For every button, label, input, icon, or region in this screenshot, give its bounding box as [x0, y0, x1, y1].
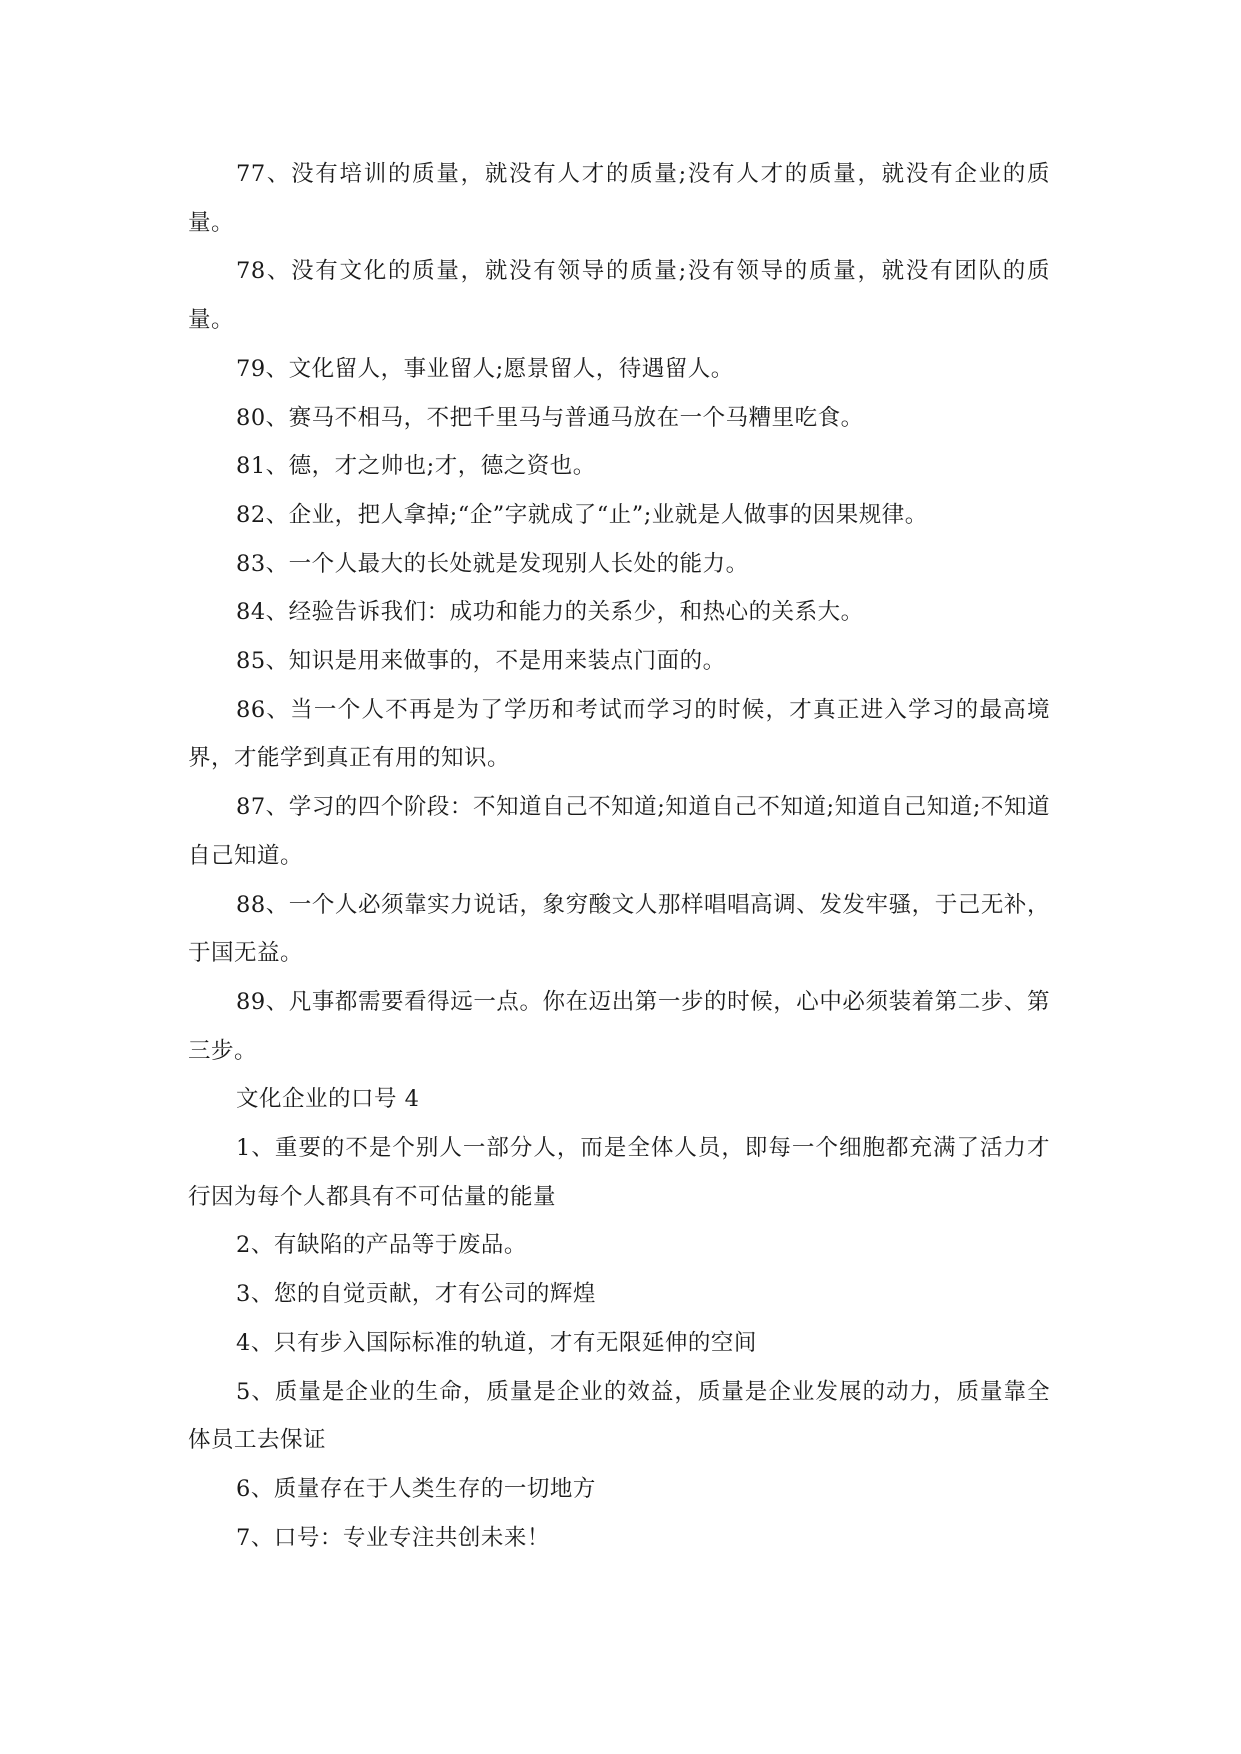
paragraph-87: 87、学习的四个阶段：不知道自己不知道;知道自己不知道;知道自己知道;不知道自己知道。 — [188, 794, 1050, 869]
paragraph-89: 89、凡事都需要看得远一点。你在迈出第一步的时候，心中必须装着第二步、第三步。 — [188, 988, 1050, 1064]
slogan-4: 4、只有步入国际标准的轨道，才有无限延伸的空间 — [236, 1329, 757, 1356]
slogan-3: 3、您的自觉贡献，才有公司的辉煌 — [236, 1281, 596, 1308]
paragraph-79: 79、文化留人，事业留人;愿景留人，待遇留人。 — [236, 355, 734, 382]
slogan-7: 7、口号：专业专注共创未来！ — [236, 1524, 550, 1551]
paragraph-83: 83、一个人最大的长处就是发现别人长处的能力。 — [236, 550, 749, 577]
document-body — [188, 150, 1050, 1562]
paragraph-85: 85、知识是用来做事的，不是用来装点门面的。 — [236, 648, 726, 675]
paragraph-84: 84、经验告诉我们：成功和能力的关系少，和热心的关系大。 — [236, 599, 864, 626]
paragraph-78: 78、没有文化的质量，就没有领导的质量;没有领导的质量，就没有团队的质量。 — [188, 258, 1050, 334]
paragraph-77: 77、没有培训的质量，就没有人才的质量;没有人才的质量，就没有企业的质量。 — [188, 161, 1050, 236]
paragraph-88: 88、一个人必须靠实力说话，象穷酸文人那样唱唱高调、发发牢骚，于己无补，于国无益。 — [188, 891, 1050, 967]
section-heading: 文化企业的口号 4 — [236, 1086, 420, 1113]
slogan-2: 2、有缺陷的产品等于废品。 — [236, 1232, 527, 1259]
slogan-5: 5、质量是企业的生命，质量是企业的效益，质量是企业发展的动力，质量靠全体员工去保证 — [188, 1378, 1050, 1454]
paragraph-81: 81、德，才之帅也;才，德之资也。 — [236, 453, 596, 480]
paragraph-82: 82、企业，把人拿掉;“企”字就成了“止”;业就是人做事的因果规律。 — [236, 501, 928, 528]
slogan-6: 6、质量存在于人类生存的一切地方 — [236, 1475, 596, 1502]
paragraph-80: 80、赛马不相马，不把千里马与普通马放在一个马糟里吃食。 — [236, 404, 864, 431]
slogan-1: 1、重要的不是个别人一部分人，而是全体人员，即每一个细胞都充满了活力才行因为每个人都具有不可估量的能量 — [188, 1135, 1050, 1210]
paragraph-86: 86、当一个人不再是为了学历和考试而学习的时候，才真正进入学习的最高境界，才能学到真正有用的知识。 — [188, 696, 1050, 772]
